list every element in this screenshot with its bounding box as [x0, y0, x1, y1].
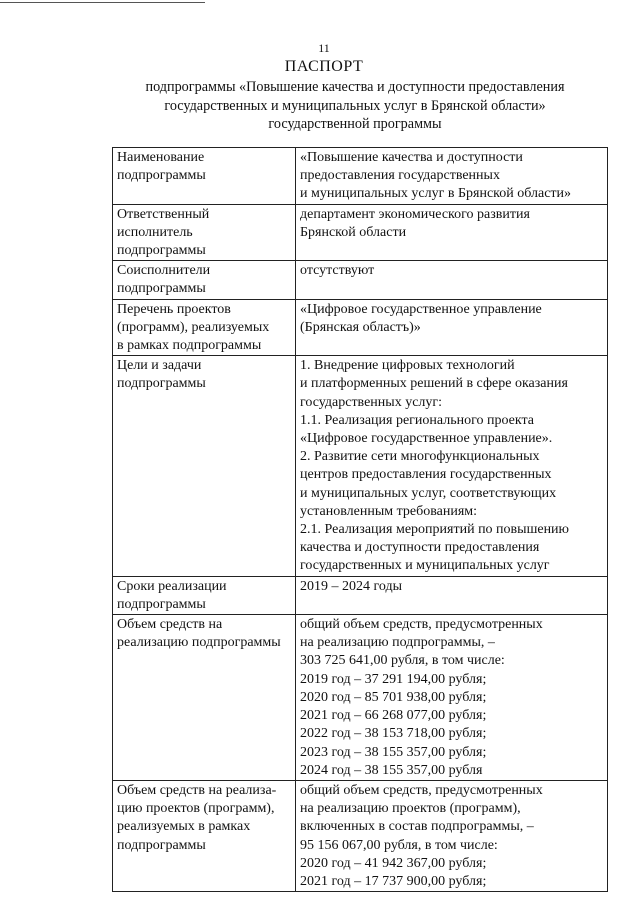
label-line: подпрограммы	[117, 376, 206, 392]
value-line: «Цифровое государственное управление».	[300, 431, 553, 447]
value-line: и платформенных решений в сфере оказания	[300, 376, 568, 392]
row-value-cell	[296, 356, 608, 576]
subtitle-line: государственных и муниципальных услуг в Брянской области»	[164, 97, 546, 114]
value-line: 1.1. Реализация регионального проекта	[300, 412, 535, 428]
value-line: 303 725 641,00 рубля, в том числе:	[300, 653, 505, 669]
label-line: подпрограммы	[117, 596, 206, 612]
label-line: Цели и задачи	[117, 358, 202, 374]
row-label-cell	[113, 576, 296, 614]
value-line: 2024 год – 38 155 357,00 рубля	[300, 762, 483, 778]
label-line: Соисполнители	[117, 263, 211, 279]
page-number: 11	[318, 41, 330, 55]
value-line: общий объем средств, предусмотренных	[300, 617, 543, 633]
table-row	[113, 780, 608, 891]
value-line: 2020 год – 41 942 367,00 рубля;	[300, 855, 487, 871]
value-line: «Повышение качества и доступности	[300, 150, 523, 165]
label-line: Наименование	[117, 150, 205, 165]
label-line: исполнитель	[117, 224, 193, 240]
row-label-cell	[113, 204, 296, 261]
label-line: Объем средств на реализа-	[117, 782, 277, 798]
table-row	[113, 204, 608, 261]
value-line: 2021 год – 17 737 900,00 рубля;	[300, 873, 487, 889]
table-row	[113, 299, 608, 356]
table-row	[113, 261, 608, 299]
value-line: «Цифровое государственное управление	[300, 301, 542, 317]
passport-table	[112, 147, 608, 892]
label-line: Перечень проектов	[117, 301, 231, 317]
row-value-cell	[296, 615, 608, 781]
document-subtitle	[110, 78, 600, 134]
label-line: Ответственный	[117, 206, 210, 222]
label-line: подпрограммы	[117, 243, 206, 259]
value-line: государственных услуг:	[300, 394, 443, 410]
row-label-cell	[113, 261, 296, 299]
label-line: подпрограммы	[117, 837, 206, 853]
value-line: и муниципальных услуг, соответствующих	[300, 485, 557, 501]
row-label-cell	[113, 780, 296, 891]
value-line: на реализацию подпрограммы, –	[300, 635, 495, 651]
subtitle-line: государственной программы	[268, 116, 442, 132]
row-value-cell	[296, 780, 608, 891]
label-line: Объем средств на	[117, 617, 223, 633]
value-line: центров предоставления государственных	[300, 467, 552, 483]
label-line: в рамках подпрограммы	[117, 338, 262, 354]
value-line: Брянской области	[300, 224, 407, 240]
row-label-cell	[113, 148, 296, 205]
row-label-cell	[113, 299, 296, 356]
label-line: Сроки реализации	[117, 578, 227, 594]
row-label-cell	[113, 615, 296, 781]
value-line: 2.1. Реализация мероприятий по повышению	[300, 522, 570, 538]
row-value-cell	[296, 261, 608, 299]
value-line: департамент экономического развития	[300, 206, 530, 222]
value-line: включенных в состав подпрограммы, –	[300, 819, 534, 835]
value-line: и муниципальных услуг в Брянской области»	[300, 186, 572, 202]
value-line: отсутствуют	[300, 263, 375, 279]
value-line: предоставления государственных	[300, 168, 500, 184]
value-line: (Брянская областъ)»	[300, 319, 421, 335]
value-line: общий объем средств, предусмотренных	[300, 782, 543, 798]
row-value-cell	[296, 576, 608, 614]
subtitle-line: подпрограммы «Повышение качества и доступности предоставления	[145, 79, 565, 95]
value-line: 2022 год – 38 153 718,00 рубля;	[300, 726, 487, 742]
value-line: 2021 год – 66 268 077,00 рубля;	[300, 708, 487, 724]
row-value-cell	[296, 299, 608, 356]
top-border-line	[0, 2, 205, 3]
table-row	[113, 356, 608, 576]
label-line: реализуемых в рамках	[117, 819, 251, 835]
label-line: цию проектов (программ),	[117, 801, 275, 817]
label-line: реализацию подпрограммы	[117, 635, 281, 651]
label-line: (программ), реализуемых	[117, 319, 270, 335]
value-line: 2. Развитие сети многофункциональных	[300, 449, 540, 465]
value-line: на реализацию проектов (программ),	[300, 801, 521, 817]
row-value-cell	[296, 148, 608, 205]
document-title: ПАСПОРТ	[284, 58, 364, 75]
row-label-cell	[113, 356, 296, 576]
value-line: 1. Внедрение цифровых технологий	[300, 358, 515, 374]
row-value-cell	[296, 204, 608, 261]
value-line: установленным требованиям:	[300, 503, 478, 519]
value-line: 2019 год – 37 291 194,00 рубля;	[300, 671, 487, 687]
label-line: подпрограммы	[117, 168, 206, 184]
value-line: 2019 – 2024 годы	[300, 578, 403, 594]
table-row	[113, 148, 608, 205]
value-line: государственных и муниципальных услуг	[300, 558, 550, 574]
value-line: 2020 год – 85 701 938,00 рубля;	[300, 689, 487, 705]
label-line: подпрограммы	[117, 281, 206, 297]
value-line: 2023 год – 38 155 357,00 рубля;	[300, 744, 487, 760]
table-row	[113, 615, 608, 781]
value-line: 95 156 067,00 рубля, в том числе:	[300, 837, 498, 853]
table-row	[113, 576, 608, 614]
value-line: качества и доступности предоставления	[300, 540, 540, 556]
